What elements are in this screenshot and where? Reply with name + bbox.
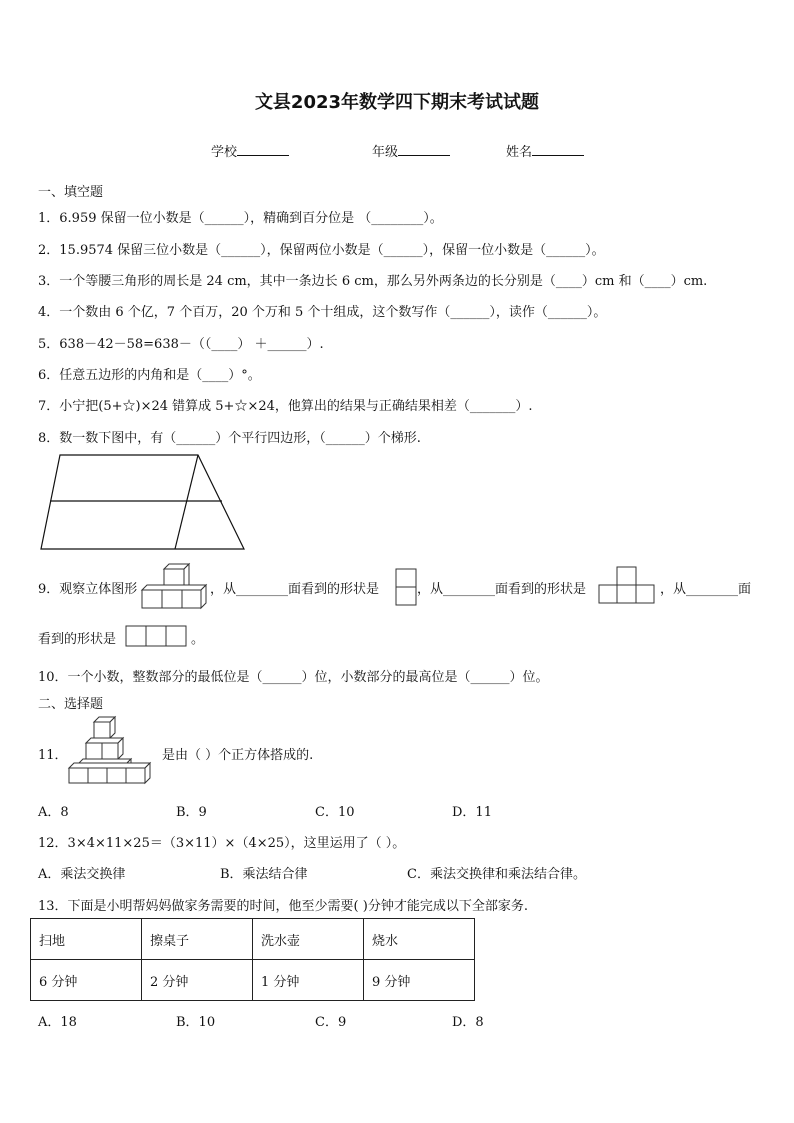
- school-blank[interactable]: [237, 143, 289, 156]
- q13-option-c[interactable]: C．9: [315, 1015, 347, 1030]
- question-8: 8．数一数下图中，有（______）个平行四边形，（______）个梯形.: [38, 431, 421, 446]
- section-choice-title: 二、选择题: [38, 697, 104, 712]
- q11-option-c[interactable]: C．10: [315, 805, 355, 820]
- cube-stack-icon: [68, 716, 152, 784]
- page-title: 文县2023年数学四下期末考试试题: [254, 92, 540, 113]
- question-9-part4: ，从________面: [660, 582, 752, 597]
- question-5: 5．638－42－58=638－（（____） ＋______）.: [38, 337, 324, 352]
- view-shape-vertical-icon: [395, 568, 417, 606]
- question-10: 10．一个小数，整数部分的最低位是（______）位，小数部分的最高位是（______）位。: [38, 670, 549, 685]
- q13-option-a[interactable]: A．18: [38, 1015, 77, 1030]
- question-9-part2: ，从________面看到的形状是: [210, 582, 380, 597]
- school-label: 学校: [211, 145, 238, 160]
- table-header-cell: 烧水: [364, 919, 475, 960]
- question-11-text: 是由（ ）个正方体搭成的.: [162, 748, 314, 763]
- table-row: [31, 960, 475, 1001]
- solid-figure-icon: [142, 562, 210, 610]
- question-6: 6．任意五边形的内角和是（____）°。: [38, 368, 261, 383]
- school-field[interactable]: [211, 141, 289, 160]
- section-fill-in-title: 一、填空题: [38, 185, 104, 200]
- name-label: 姓名: [506, 145, 533, 160]
- question-4: 4．一个数由 6 个亿，7 个百万，20 个万和 5 个十组成，这个数写作（______），读作（______）。: [38, 305, 607, 320]
- view-shape-row-icon: [125, 625, 187, 647]
- q12-option-b[interactable]: B．乘法结合律: [220, 867, 308, 882]
- q11-option-b[interactable]: B．9: [176, 805, 207, 820]
- table-cell: 6 分钟: [31, 960, 142, 1001]
- question-12: 12．3×4×11×25＝（3×11）×（4×25），这里运用了（ ）。: [38, 836, 406, 851]
- chores-table: [30, 918, 475, 1001]
- q11-option-a[interactable]: A．8: [38, 805, 69, 820]
- question-9-part1: 9．观察立体图形: [38, 582, 138, 597]
- question-1: 1．6.959 保留一位小数是（______），精确到百分位是 （________）。: [38, 211, 443, 226]
- q12-option-c[interactable]: C．乘法交换律和乘法结合律。: [407, 867, 586, 882]
- trapezoid-figure: [38, 452, 248, 552]
- q13-option-b[interactable]: B．10: [176, 1015, 216, 1030]
- grade-blank[interactable]: [398, 143, 450, 156]
- table-cell: 1 分钟: [253, 960, 364, 1001]
- question-13: 13．下面是小明帮妈妈做家务需要的时间，他至少需要( )分钟才能完成以下全部家务.: [38, 899, 528, 914]
- name-blank[interactable]: [532, 143, 584, 156]
- question-3: 3．一个等腰三角形的周长是 24 cm，其中一条边长 6 cm，那么另外两条边的长分别是（____）cm 和（____）cm.: [38, 274, 708, 289]
- question-9-part3: ，从________面看到的形状是: [417, 582, 587, 597]
- grade-label: 年级: [372, 145, 399, 160]
- table-row: [31, 919, 475, 960]
- question-2: 2．15.9574 保留三位小数是（______），保留两位小数是（______），保留一位小数是（______）。: [38, 243, 605, 258]
- question-7: 7．小宁把(5+☆)×24 错算成 5+☆×24，他算出的结果与正确结果相差（_______）.: [38, 399, 533, 414]
- q13-option-d[interactable]: D．8: [452, 1015, 484, 1030]
- question-9-part6: 。: [191, 632, 205, 647]
- q12-option-a[interactable]: A．乘法交换律: [38, 867, 126, 882]
- table-cell: 9 分钟: [364, 960, 475, 1001]
- question-11-number: 11．: [38, 748, 68, 763]
- question-9-part5: 看到的形状是: [38, 632, 117, 647]
- grade-field[interactable]: [372, 141, 450, 160]
- view-shape-t-icon: [598, 566, 656, 604]
- q11-option-d[interactable]: D．11: [452, 805, 492, 820]
- name-field[interactable]: [506, 141, 584, 160]
- table-header-cell: 洗水壶: [253, 919, 364, 960]
- table-header-cell: 扫地: [31, 919, 142, 960]
- table-cell: 2 分钟: [142, 960, 253, 1001]
- table-header-cell: 擦桌子: [142, 919, 253, 960]
